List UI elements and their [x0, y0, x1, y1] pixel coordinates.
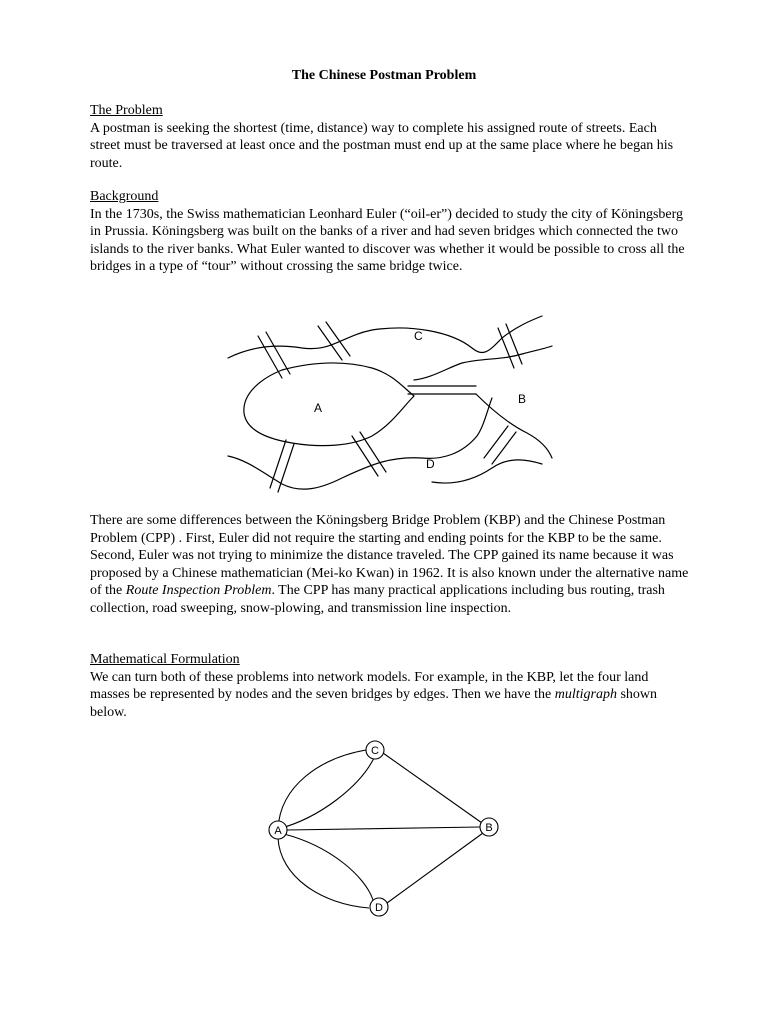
konigsberg-map	[222, 308, 558, 502]
heading-background: Background	[90, 189, 159, 204]
bridge-6	[484, 426, 516, 464]
section-background	[90, 188, 690, 276]
graph-node-a: A	[274, 825, 282, 837]
island-b-bank	[476, 394, 552, 458]
multigraph-term: multigraph	[554, 687, 617, 702]
multigraph	[260, 736, 510, 926]
bridge-5	[498, 324, 522, 368]
heading-problem: The Problem	[90, 103, 163, 118]
map-label-d: D	[426, 457, 435, 471]
edge-d-b	[387, 833, 483, 903]
heading-formulation: Mathematical Formulation	[90, 652, 240, 667]
differences-text-1: There are some differences between the Köningsberg Bridge Problem (KBP) and the Chinese Postman Problem (CPP) . First, Euler did not require the starting and ending points for the KBP to be the same. Second, Euler was not trying to minimize the distance traveled. The CPP gained its name because it was proposed by a Chinese mathematician (Mei-ko Kwan) in 1962. It is also known under the alternative name of the	[90, 513, 689, 598]
route-inspection-term: Route Inspection Problem	[125, 583, 272, 598]
graph-node-d: D	[375, 902, 383, 914]
bridge-2	[318, 322, 350, 360]
edge-a-c-inner	[278, 758, 374, 829]
section-formulation	[90, 651, 690, 721]
paragraph-differences	[90, 512, 690, 617]
river-bank-north	[228, 316, 542, 358]
graph-node-c: C	[371, 745, 379, 757]
island-c-bank	[414, 346, 552, 380]
bridge-1	[258, 332, 290, 378]
section-differences	[90, 512, 690, 617]
edge-c-b	[383, 753, 482, 823]
bridge-4	[352, 432, 386, 476]
river-bank-south	[228, 398, 492, 489]
island-d-bank	[432, 460, 542, 483]
graph-node-b: B	[485, 822, 493, 834]
map-label-a: A	[314, 401, 323, 415]
edge-a-d-inner	[284, 834, 373, 900]
paragraph-problem: A postman is seeking the shortest (time, distance) way to complete his assigned route of streets. Each street must be traversed at least once and the postman must end up at the same place where he began his route.	[90, 120, 674, 171]
map-label-c: C	[414, 329, 423, 343]
edge-a-c-outer	[278, 750, 366, 829]
document-title: The Chinese Postman Problem	[291, 68, 477, 83]
section-problem	[90, 102, 690, 172]
paragraph-background: In the 1730s, the Swiss mathematician Leonhard Euler (“oil-er”) decided to study the city of Köningsberg in Prussia. Köningsberg was built on the banks of a river and had seven bridges which connected the two islands to the river banks. What Euler wanted to discover was whether it would be possible to cross all the bridges in a type of “tour” without crossing the same bridge twice.	[90, 206, 685, 274]
formulation-text-1: We can turn both of these problems into network models. For example, in the KBP, let the four land masses be represented by nodes and the seven bridges by edges. Then we have the	[90, 669, 649, 702]
island-a-outline	[244, 363, 414, 446]
edge-a-b	[286, 827, 480, 830]
differences-text-2: . The CPP has many practical applications including bus routing, trash collection, road sweeping, snow-plowing, and transmission line inspection.	[90, 583, 665, 616]
formulation-text-2: shown below.	[90, 687, 658, 720]
map-label-b: B	[518, 392, 527, 406]
paragraph-formulation	[90, 669, 690, 722]
